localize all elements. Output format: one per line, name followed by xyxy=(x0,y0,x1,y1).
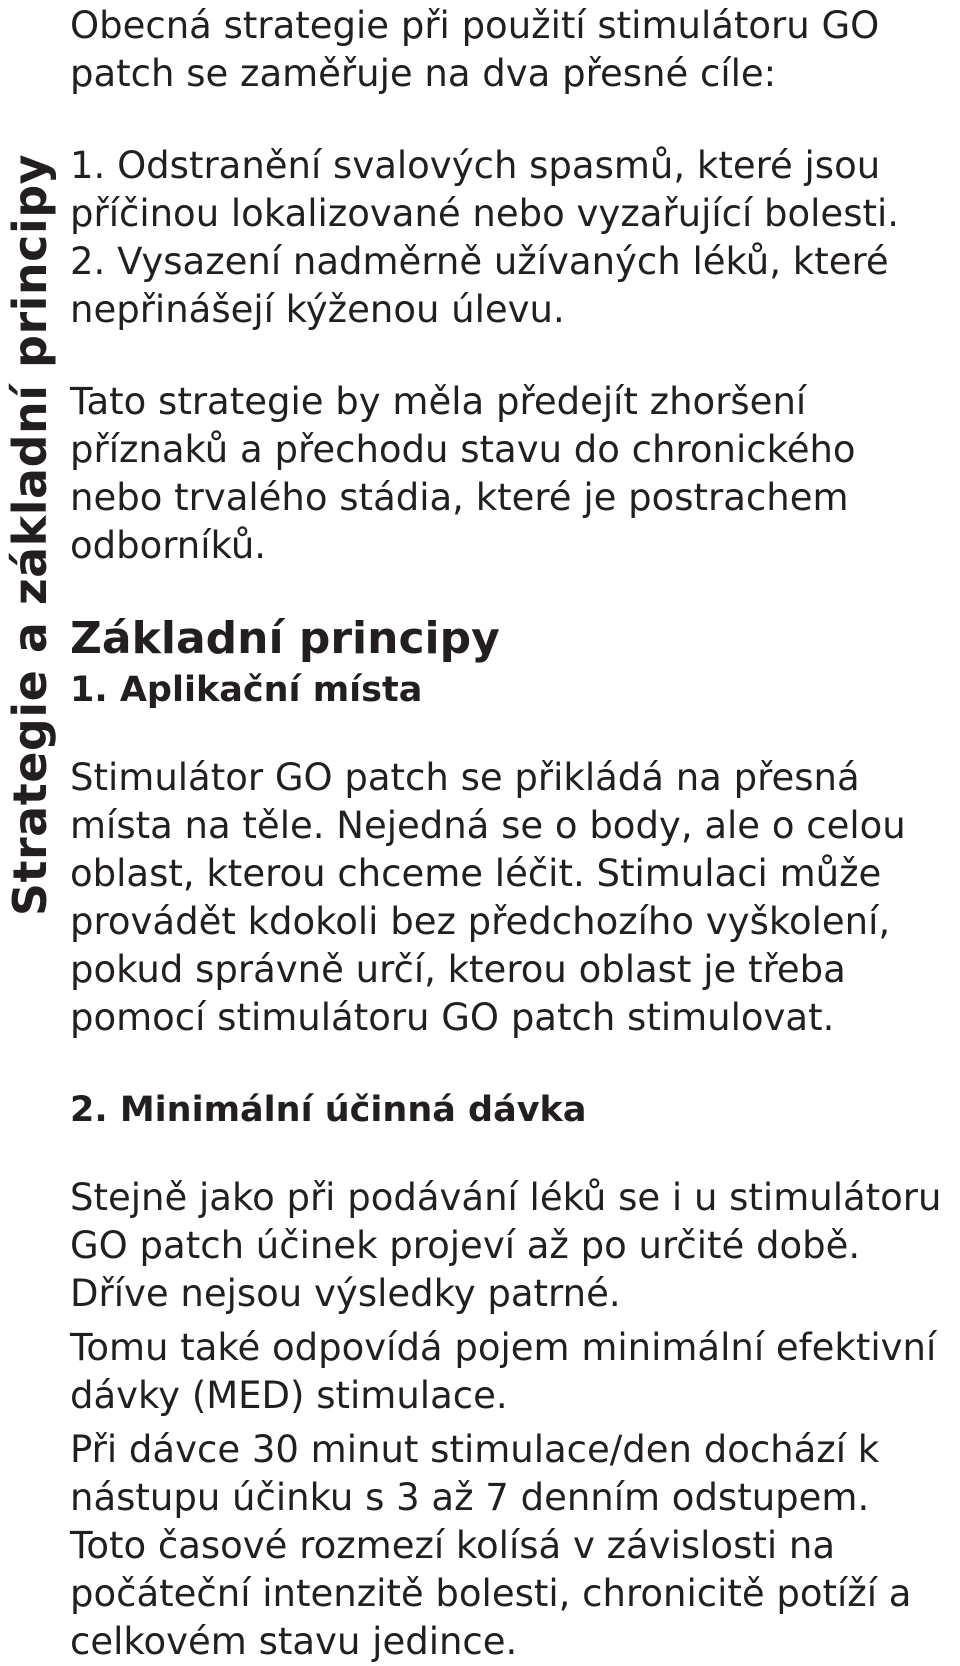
document-body xyxy=(70,2,955,1666)
side-title-text: Strategie a základní principy xyxy=(3,153,57,917)
minimal-dose-paragraph-3: Při dávce 30 minut stimulace/den dochází k nástupu účinku s 3 až 7 denním odstupem. Toto časové rozmezí kolísá v závislosti na počáteční intenzitě bolesti, chronicitě potíží a celkovém stavu jedince. xyxy=(70,1428,912,1663)
goal-item-2: 2. Vysazení nadměrně užívaných léků, které nepřinášejí kýženou úlevu. xyxy=(70,240,889,331)
principles-heading: Základní principy xyxy=(70,613,500,664)
strategy-note: Tato strategie by měla předejít zhoršení příznaků a přechodu stavu do chronického nebo trvalého stádia, které je postrachem odborníků. xyxy=(70,380,856,567)
goals-list xyxy=(70,142,955,334)
goal-item-1: 1. Odstranění svalových spasmů, které jsou příčinou lokalizované nebo vyzařující bolesti. xyxy=(70,144,900,235)
section-title-application-sites: 1. Aplikační místa xyxy=(70,670,423,710)
intro-paragraph: Obecná strategie při použití stimulátoru GO patch se zaměřuje na dva přesné cíle: xyxy=(70,4,880,95)
minimal-dose-paragraph-2: Tomu také odpovídá pojem minimální efektivní dávky (MED) stimulace. xyxy=(70,1326,937,1417)
minimal-dose-paragraph-1: Stejně jako při podávání léků se i u stimulátoru GO patch účinek projeví až po určité době. Dříve nejsou výsledky patrné. xyxy=(70,1176,942,1315)
section-title-minimal-dose: 2. Minimální účinná dávka xyxy=(70,1090,587,1130)
side-title xyxy=(0,0,60,1070)
application-sites-paragraph: Stimulátor GO patch se přikládá na přesná místa na těle. Nejedná se o body, ale o celou oblast, kterou chceme léčit. Stimulaci může provádět kdokoli bez předchozího vyškolení, pokud správně určí, kterou oblast je třeba pomocí stimulátoru GO patch stimulovat. xyxy=(70,756,906,1039)
